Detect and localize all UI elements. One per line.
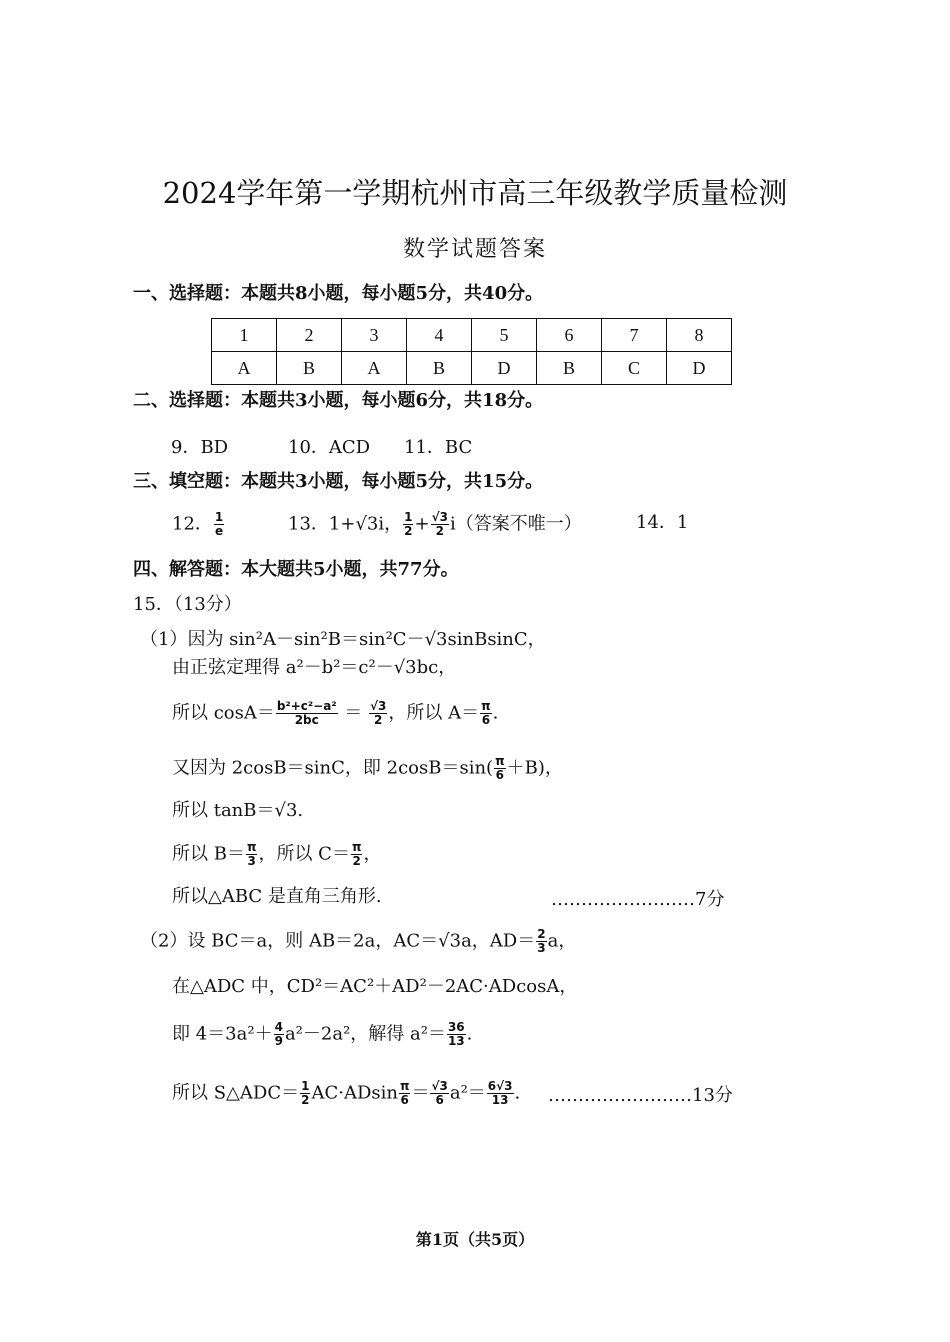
- answer-13: [288, 511, 582, 538]
- answer-cell: D: [667, 352, 732, 385]
- answer-table: [211, 318, 732, 385]
- solution-line: [172, 799, 303, 823]
- text-segment: a²＝: [449, 1082, 486, 1104]
- text-segment: ＝: [338, 702, 369, 724]
- text-segment: ，所以 C＝: [258, 843, 350, 865]
- numerator: b²+c²−a²: [276, 699, 337, 713]
- numerator: 1: [404, 510, 413, 524]
- fraction: [300, 1080, 310, 1107]
- solution-line: [172, 1080, 520, 1107]
- text-segment: a²－2a²，解得 a²＝: [284, 1023, 446, 1045]
- question-number-cell: 1: [212, 319, 277, 352]
- fraction: [214, 511, 224, 538]
- question-number-cell: 2: [277, 319, 342, 352]
- question-number-cell: 3: [342, 319, 407, 352]
- text-segment: i（答案不唯一）: [449, 513, 582, 535]
- answer-11: 11．BC: [404, 437, 473, 458]
- denominator: 9: [274, 1034, 283, 1048]
- denominator: 2: [435, 524, 444, 538]
- text-segment: 所以 B＝: [172, 843, 245, 865]
- fraction: [447, 1021, 466, 1048]
- solution-line: [172, 755, 563, 782]
- fraction: [494, 755, 506, 782]
- text-segment: +: [414, 513, 430, 535]
- numerator: 6√3: [487, 1079, 513, 1093]
- text-segment: 14．1: [636, 512, 689, 533]
- fraction: [431, 511, 449, 538]
- fraction: [399, 1080, 411, 1107]
- denominator: e: [215, 524, 224, 538]
- text-segment: 所以△ABC 是直角三角形.: [172, 886, 382, 907]
- text-segment: 即 4＝3a²＋: [172, 1023, 273, 1045]
- question-number-cell: 7: [602, 319, 667, 352]
- answer-cell: C: [602, 352, 667, 385]
- solution-line: [140, 628, 546, 652]
- numerator: 1: [301, 1079, 310, 1093]
- denominator: 6: [481, 713, 491, 727]
- fraction: [369, 700, 387, 727]
- text-segment: .: [492, 702, 499, 724]
- numerator: π: [495, 754, 505, 768]
- text-segment: 所以 cosA＝: [172, 702, 275, 724]
- fraction: [536, 928, 546, 955]
- answer-cell: D: [472, 352, 537, 385]
- denominator: 6: [435, 1093, 444, 1107]
- numerator: 36: [447, 1020, 465, 1034]
- answer-cell: A: [212, 352, 277, 385]
- answer-14: [636, 511, 688, 535]
- question-number-cell: 4: [407, 319, 472, 352]
- text-segment: ＝: [411, 1082, 430, 1104]
- text-segment: 在△ADC 中，CD²＝AC²＋AD²－2AC·ADcosA，: [172, 976, 578, 997]
- answer-cell: B: [407, 352, 472, 385]
- text-segment: ，所以 A＝: [388, 702, 480, 724]
- score-marker-13: ……………………13分: [548, 1085, 733, 1106]
- text-segment: .: [514, 1082, 521, 1104]
- text-segment: （1）因为 sin²A－sin²B＝sin²C－√3sinBsinC，: [140, 629, 546, 650]
- page-footer: 第1页（共5页）: [415, 1230, 535, 1249]
- solution-line: [172, 656, 456, 680]
- numerator: √3: [431, 510, 448, 524]
- numerator: π: [481, 699, 491, 713]
- question-number-cell: 8: [667, 319, 732, 352]
- question-number-cell: 6: [537, 319, 602, 352]
- text-segment: 所以 S△ADC＝: [172, 1082, 300, 1104]
- solution-line: [172, 885, 382, 909]
- answer-cell: B: [277, 352, 342, 385]
- question-15-header: 15．（13分）: [133, 594, 242, 615]
- numerator: √3: [370, 699, 387, 713]
- section-1-heading: 一、选择题：本题共8小题，每小题5分，共40分。: [133, 283, 544, 304]
- denominator: 6: [495, 768, 505, 782]
- denominator: 13: [447, 1034, 465, 1048]
- solution-line: [172, 1021, 472, 1048]
- numerator: π: [246, 840, 257, 854]
- denominator: 13: [491, 1093, 509, 1107]
- text-segment: a，: [547, 930, 577, 952]
- denominator: 2: [301, 1093, 310, 1107]
- numerator: 1: [214, 510, 224, 524]
- text-segment: 13．1+√3i，: [288, 513, 403, 535]
- text-segment: （2）设 BC＝a，则 AB＝2a，AC＝√3a，AD＝: [140, 930, 536, 952]
- denominator: 2: [374, 713, 383, 727]
- text-segment: 由正弦定理得 a²－b²＝c²－√3bc，: [172, 657, 457, 678]
- text-segment: 所以 tanB＝√3.: [172, 800, 304, 821]
- text-segment: .: [466, 1023, 473, 1045]
- denominator: 2: [352, 854, 361, 868]
- answer-9: 9．BD: [171, 437, 229, 458]
- text-segment: ＋B)，: [506, 757, 563, 779]
- section-3-heading: 三、填空题：本题共3小题，每小题5分，共15分。: [133, 471, 544, 492]
- question-number-cell: 5: [472, 319, 537, 352]
- answer-row: [212, 352, 732, 385]
- question-number-row: [212, 319, 732, 352]
- numerator: π: [399, 1079, 410, 1093]
- answer-cell: B: [537, 352, 602, 385]
- fraction: [480, 700, 492, 727]
- numerator: π: [351, 840, 362, 854]
- answer-cell: A: [342, 352, 407, 385]
- solution-line: [172, 841, 381, 868]
- numerator: √3: [431, 1079, 448, 1093]
- solution-line: [172, 700, 498, 727]
- document-subtitle: 数学试题答案: [402, 237, 547, 262]
- denominator: 2: [404, 524, 413, 538]
- fraction: [430, 1080, 448, 1107]
- denominator: 6: [400, 1093, 409, 1107]
- fraction: [276, 700, 338, 727]
- text-segment: ，: [363, 843, 382, 865]
- section-2-heading: 二、选择题：本题共3小题，每小题6分，共18分。: [133, 390, 544, 411]
- fraction: [351, 841, 363, 868]
- numerator: 2: [537, 927, 546, 941]
- text-segment: 又因为 2cosB＝sinC，即 2cosB＝sin(: [172, 757, 494, 779]
- denominator: 2bc: [294, 713, 319, 727]
- answer-12: [172, 511, 225, 538]
- section-4-heading: 四、解答题：本大题共5小题，共77分。: [133, 559, 459, 580]
- document-title: 2024学年第一学期杭州市高三年级教学质量检测: [162, 176, 788, 210]
- fraction: [246, 841, 258, 868]
- answer-10: 10．ACD: [288, 437, 371, 458]
- solution-line: [172, 975, 577, 999]
- denominator: 3: [247, 854, 256, 868]
- fraction: [403, 511, 413, 538]
- fraction: [274, 1021, 284, 1048]
- text-segment: 12．: [172, 513, 213, 535]
- solution-line: [140, 928, 576, 955]
- numerator: 4: [274, 1020, 283, 1034]
- fraction: [487, 1080, 514, 1107]
- score-marker-7: ……………………7分: [551, 889, 725, 910]
- denominator: 3: [537, 941, 546, 955]
- text-segment: AC·ADsin: [311, 1082, 398, 1104]
